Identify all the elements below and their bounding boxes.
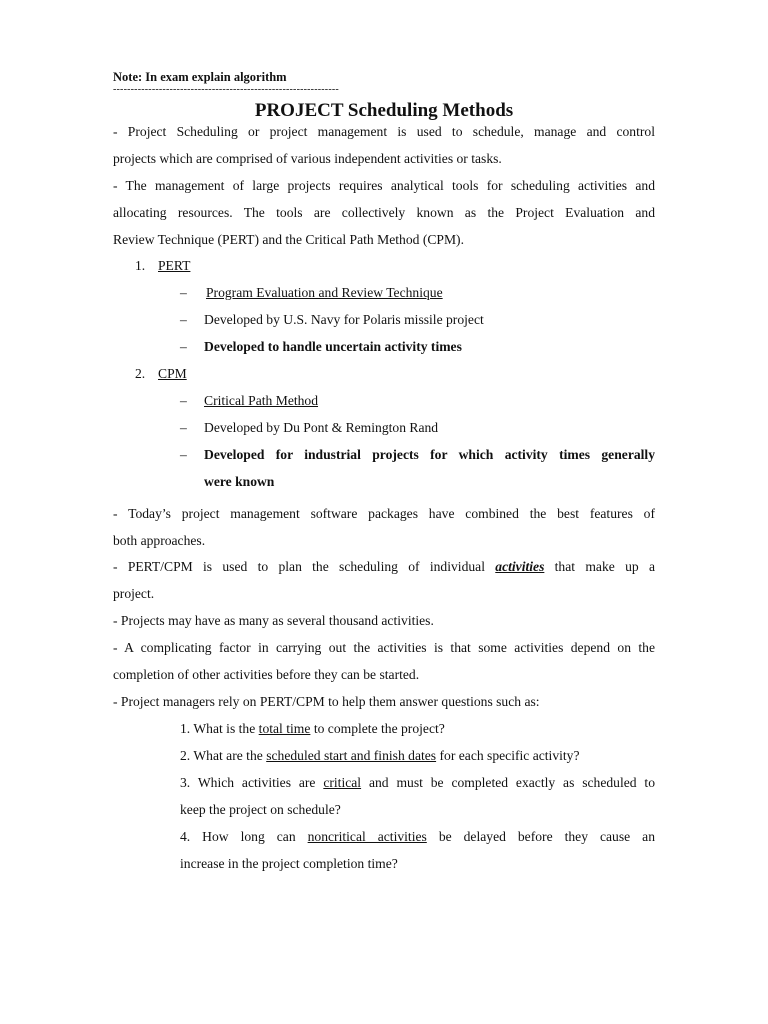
question-key-term: total time xyxy=(258,721,311,736)
activities-emphasis: activities xyxy=(495,559,545,574)
separator-line: ---------------------------------------------------------------- xyxy=(113,84,339,95)
question-text: and must be completed exactly as scheduled to xyxy=(368,775,656,790)
question-4 xyxy=(180,823,655,877)
cpm-item-2: Developed by Du Pont & Remington Rand xyxy=(204,420,439,435)
question-key-term: noncritical activities xyxy=(307,829,427,844)
question-line: keep the project on schedule? xyxy=(180,802,341,817)
body-paragraph-1 xyxy=(113,500,655,554)
pert-number: 1. xyxy=(135,258,146,273)
question-text: 4. How long can xyxy=(180,829,296,844)
question-key-term: scheduled start and finish dates xyxy=(266,748,437,763)
pert-heading: PERT xyxy=(158,258,191,273)
intro-paragraph-1 xyxy=(113,118,655,172)
dash-bullet: – xyxy=(180,312,187,327)
page-title-text: PROJECT Scheduling Methods xyxy=(254,100,514,121)
intro-paragraph-2 xyxy=(113,172,655,253)
intro-line: Review Technique (PERT) and the Critical Path Method (CPM). xyxy=(113,232,464,247)
cpm-item-1: Critical Path Method xyxy=(204,393,319,408)
body-text: - PERT/CPM is used to plan the scheduling of individual xyxy=(113,559,485,574)
question-text: be delayed before they cause an xyxy=(438,829,655,844)
question-line xyxy=(180,715,655,742)
body-paragraph-4 xyxy=(113,634,655,688)
body-paragraph-5 xyxy=(113,688,655,715)
question-line xyxy=(180,742,655,769)
body-line: - Projects may have as many as several thousand activities. xyxy=(113,613,434,628)
intro-line: allocating resources. The tools are collectively known as the Project Evaluation and xyxy=(113,205,655,220)
cpm-heading: CPM xyxy=(158,366,187,381)
dash-bullet: – xyxy=(180,420,187,435)
dash-bullet: – xyxy=(180,447,187,462)
dash-bullet: – xyxy=(180,285,187,300)
body-paragraph-2 xyxy=(113,553,655,607)
body-line: both approaches. xyxy=(113,533,206,548)
question-text: 3. Which activities are xyxy=(180,775,316,790)
question-line xyxy=(180,769,655,796)
question-line: increase in the project completion time? xyxy=(180,856,398,871)
pert-item-2: Developed by U.S. Navy for Polaris missile project xyxy=(204,312,484,327)
question-3 xyxy=(180,769,655,823)
intro-line: - Project Scheduling or project management is used to schedule, manage and control xyxy=(113,124,655,139)
body-paragraph-3 xyxy=(113,607,655,634)
dash-bullet: – xyxy=(180,339,187,354)
dash-bullet: – xyxy=(180,393,187,408)
body-line: completion of other activities before they can be started. xyxy=(113,667,420,682)
question-1 xyxy=(180,715,655,742)
intro-line: - The management of large projects requires analytical tools for scheduling activities and xyxy=(113,178,655,193)
exam-note: Note: In exam explain algorithm xyxy=(113,70,287,84)
cpm-item-3: Developed for industrial projects for which activity times generally xyxy=(204,447,655,462)
cpm-number: 2. xyxy=(135,366,146,381)
body-line: - Today’s project management software packages have combined the best features of xyxy=(113,506,655,521)
question-text: for each specific activity? xyxy=(439,748,580,763)
body-line: - Project managers rely on PERT/CPM to help them answer questions such as: xyxy=(113,694,540,709)
body-line: - A complicating factor in carrying out the activities is that some activities depend on the xyxy=(113,640,655,655)
question-line xyxy=(180,823,655,850)
body-text: that make up a xyxy=(554,559,655,574)
question-text: 2. What are the xyxy=(180,748,263,763)
cpm-item-3-cont: were known xyxy=(204,474,275,489)
question-text: to complete the project? xyxy=(313,721,445,736)
pert-item-1: Program Evaluation and Review Technique xyxy=(206,285,443,300)
question-text: 1. What is the xyxy=(180,721,256,736)
question-2 xyxy=(180,742,655,769)
pert-item-3: Developed to handle uncertain activity times xyxy=(204,339,462,354)
intro-line: projects which are comprised of various independent activities or tasks. xyxy=(113,151,502,166)
body-line xyxy=(113,553,655,580)
body-line: project. xyxy=(113,586,155,601)
question-key-term: critical xyxy=(323,775,362,790)
